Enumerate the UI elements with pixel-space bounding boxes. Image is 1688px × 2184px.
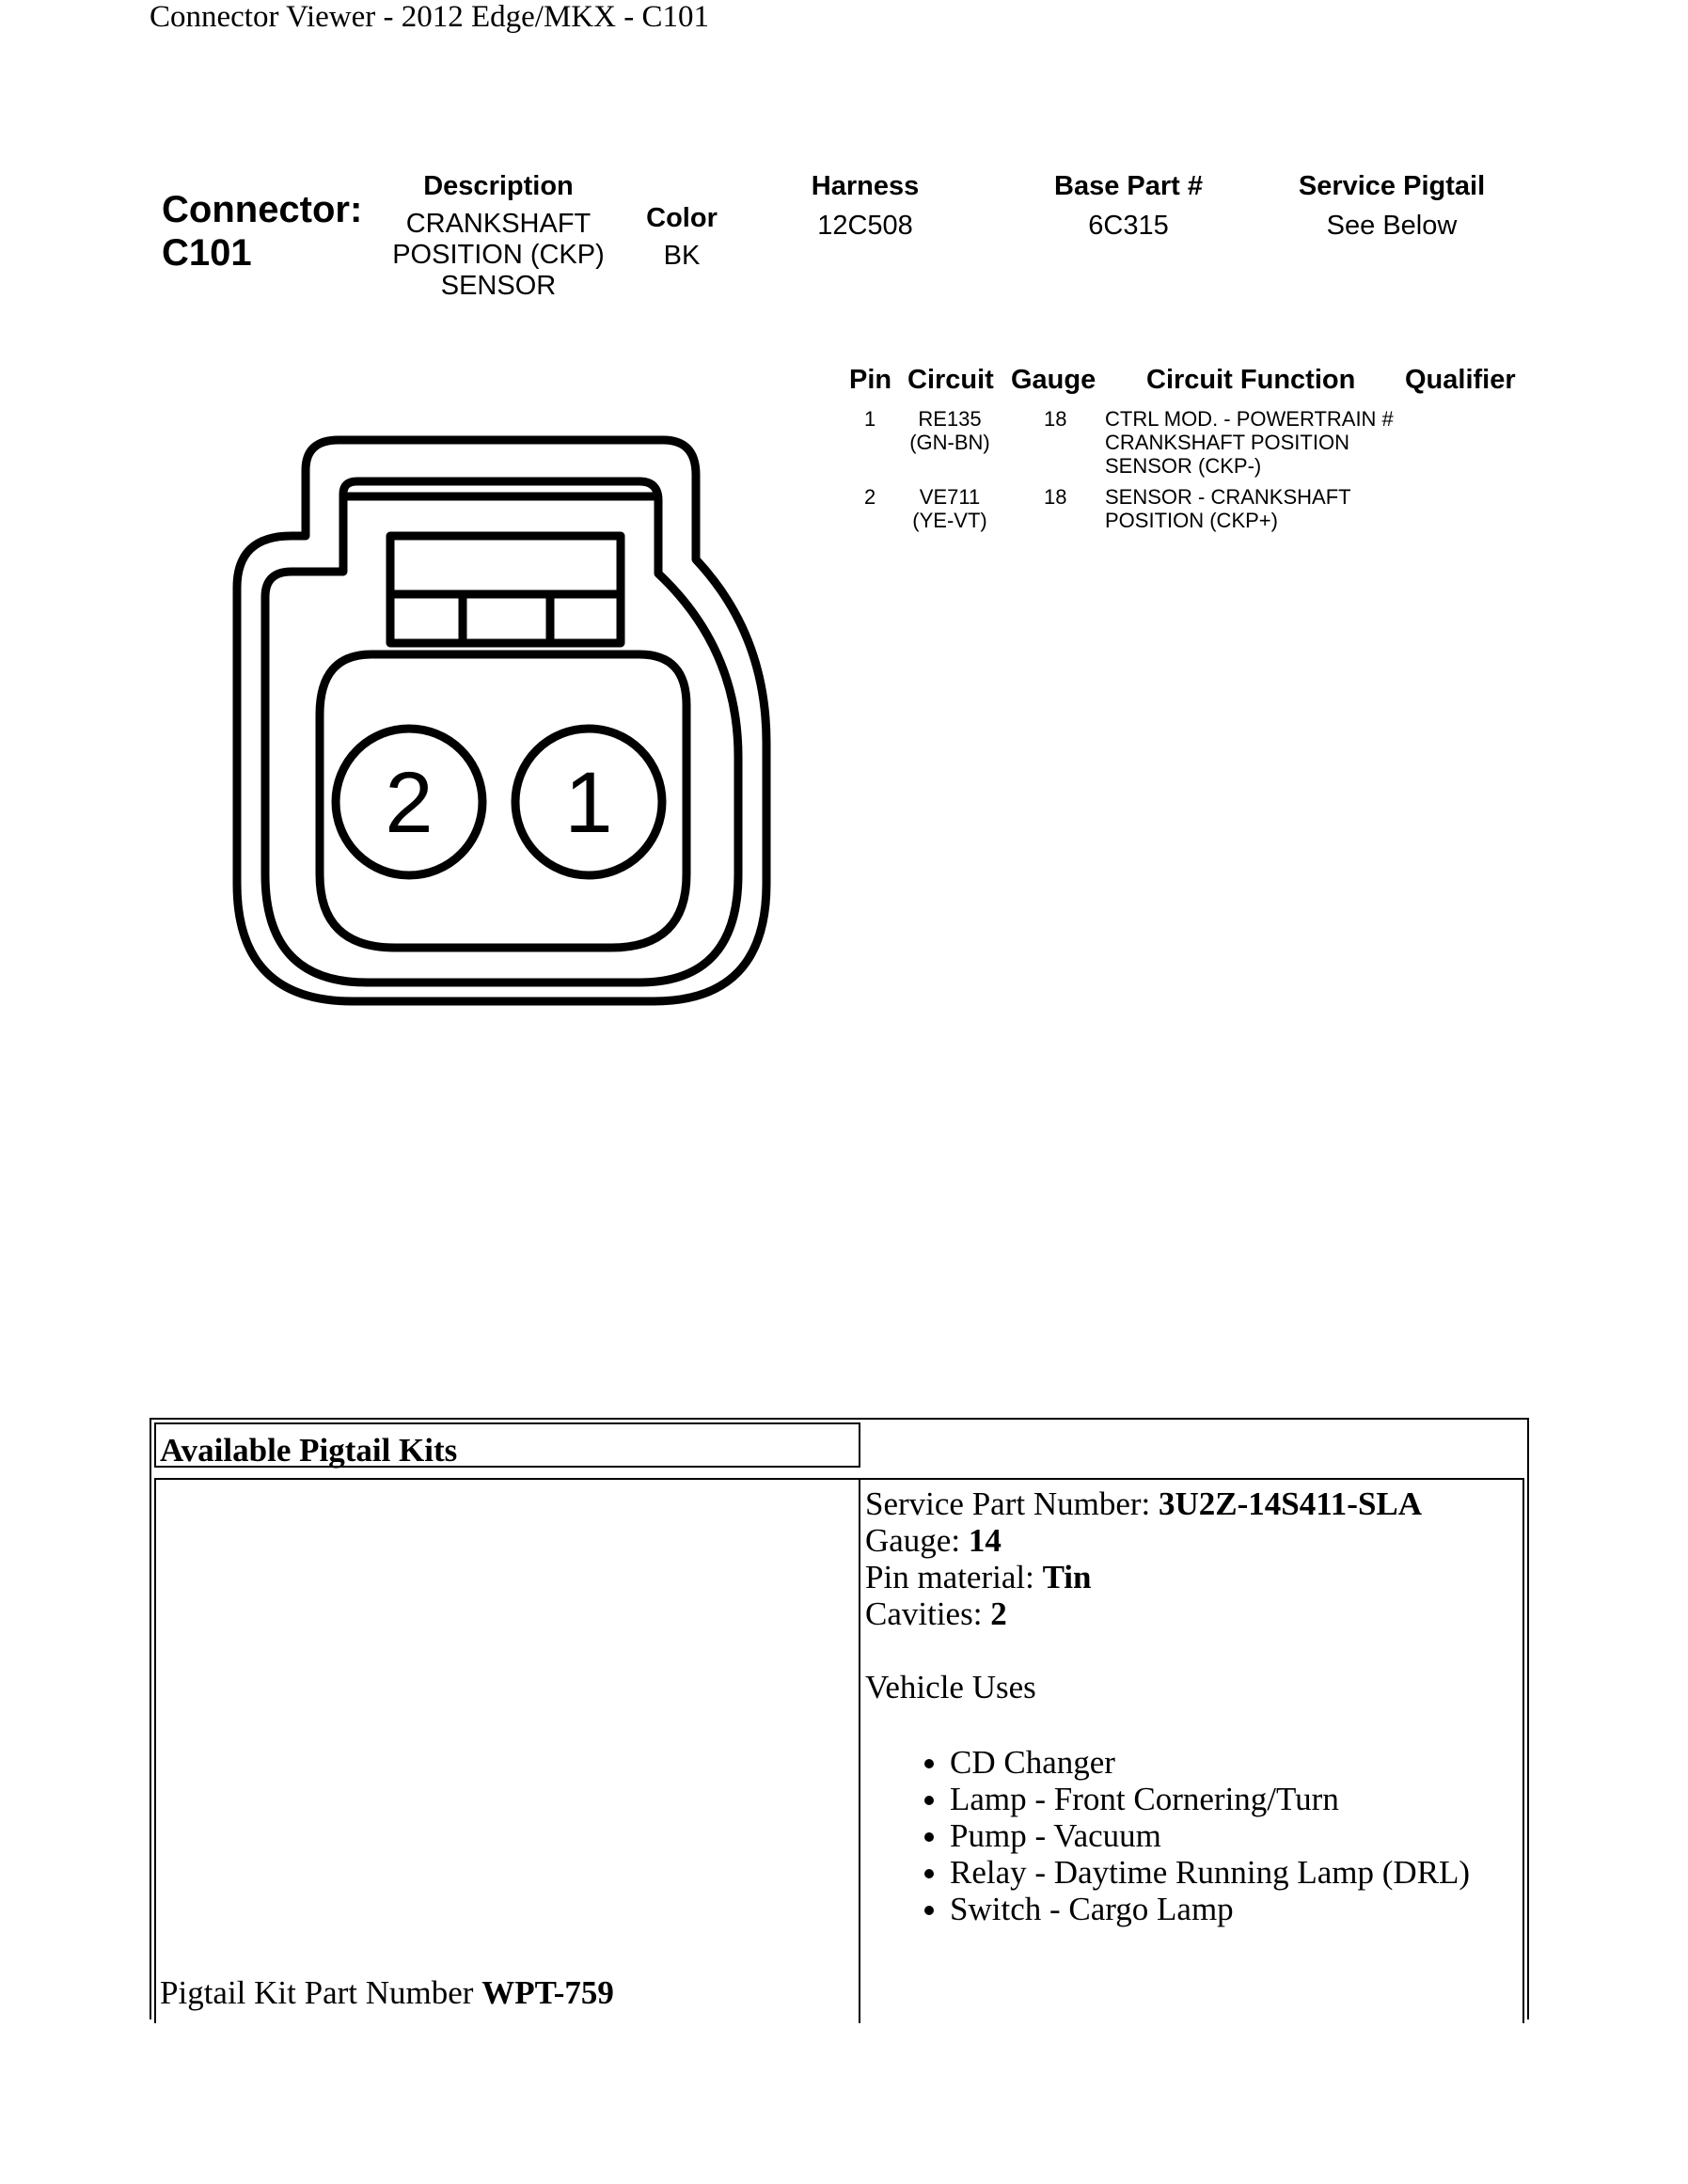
pin-row-1-pin: 1: [864, 407, 876, 431]
vehicle-use-item: • Relay - Daytime Running Lamp (DRL): [950, 1854, 1470, 1891]
vehicle-use-item: • Pump - Vacuum: [950, 1817, 1470, 1854]
cavities-value: 2: [990, 1595, 1007, 1632]
circuit-color: (GN-BN): [909, 431, 990, 454]
pin-header: Pin: [849, 365, 892, 395]
vehicle-use-item: • CD Changer: [950, 1744, 1470, 1781]
service-part-label: Service Part Number:: [865, 1485, 1159, 1522]
latch-upper-rect: [390, 536, 621, 594]
pin-row-1-circuit: [898, 407, 1002, 454]
harness-value: 12C508: [817, 211, 913, 241]
connector-inner-outline: [265, 481, 738, 982]
kit-part-label: Pigtail Kit Part Number: [160, 1974, 482, 2011]
page-title: Connector Viewer - 2012 Edge/MKX - C101: [150, 0, 709, 34]
description-line: POSITION (CKP): [392, 240, 605, 270]
service-pigtail-value: See Below: [1326, 211, 1458, 241]
gauge-header: Gauge: [1011, 365, 1096, 395]
vehicle-use-item: • Switch - Cargo Lamp: [950, 1891, 1470, 1927]
pin-row-1-gauge: 18: [1044, 407, 1067, 431]
circuit-header: Circuit: [907, 365, 994, 395]
pin-material-label: Pin material:: [865, 1559, 1043, 1595]
kit-part-value: WPT-759: [481, 1974, 614, 2011]
function-line: CTRL MOD. - POWERTRAIN #: [1105, 407, 1394, 431]
cavity-1-label: 1: [564, 755, 613, 851]
service-pigtail-header: Service Pigtail: [1298, 171, 1486, 201]
pin-row-2-circuit: [898, 485, 1002, 532]
pin-row-2-function: [1105, 485, 1351, 532]
pin-row-2-pin: 2: [864, 485, 876, 509]
circuit-id: RE135: [918, 407, 982, 431]
base-part-header: Base Part #: [1054, 171, 1203, 201]
description-value: [376, 209, 621, 302]
circuit-color: (YE-VT): [912, 509, 987, 532]
vehicle-uses-list: [912, 1744, 1470, 1927]
function-line: SENSOR - CRANKSHAFT: [1105, 485, 1351, 509]
service-part-value: 3U2Z-14S411-SLA: [1159, 1485, 1423, 1522]
description-header: Description: [423, 171, 574, 201]
color-value: BK: [663, 241, 701, 271]
vehicle-use-item: • Lamp - Front Cornering/Turn: [950, 1781, 1470, 1817]
color-header: Color: [646, 203, 718, 233]
pigtail-left-cell: [154, 1478, 860, 2023]
function-line: SENSOR (CKP-): [1105, 454, 1262, 478]
cavity-frame: [320, 654, 686, 948]
pigtail-kit-part-number: [160, 1974, 614, 2012]
qualifier-header: Qualifier: [1405, 365, 1516, 395]
service-part-number: [865, 1485, 1422, 1523]
pin-row-1-function: [1105, 407, 1394, 478]
connector-id: C101: [162, 232, 252, 274]
description-line: SENSOR: [440, 271, 557, 301]
gauge-value: 14: [968, 1522, 1002, 1559]
pigtail-gauge: [865, 1522, 1002, 1560]
connector-face-diagram: [226, 432, 790, 1015]
connector-label: [162, 188, 362, 275]
harness-header: Harness: [811, 171, 920, 201]
base-part-value: 6C315: [1088, 211, 1169, 241]
latch-lower-rect: [390, 594, 621, 643]
cavities-label: Cavities:: [865, 1595, 991, 1632]
pigtail-section-title: Available Pigtail Kits: [160, 1432, 458, 1469]
description-line: CRANKSHAFT: [405, 209, 592, 239]
circuit-function-header: Circuit Function: [1146, 365, 1356, 395]
pin-row-2-gauge: 18: [1044, 485, 1067, 509]
cavity-2-label: 2: [385, 755, 434, 851]
function-line: CRANKSHAFT POSITION: [1105, 431, 1349, 454]
circuit-id: VE711: [919, 485, 981, 509]
pin-material: [865, 1559, 1091, 1596]
cavities: [865, 1595, 1007, 1633]
gauge-label: Gauge:: [865, 1522, 969, 1559]
vehicle-uses-title: Vehicle Uses: [865, 1669, 1036, 1705]
connector-label-line1: Connector:: [162, 189, 363, 230]
pin-material-value: Tin: [1042, 1559, 1092, 1595]
function-line: POSITION (CKP+): [1105, 509, 1278, 532]
